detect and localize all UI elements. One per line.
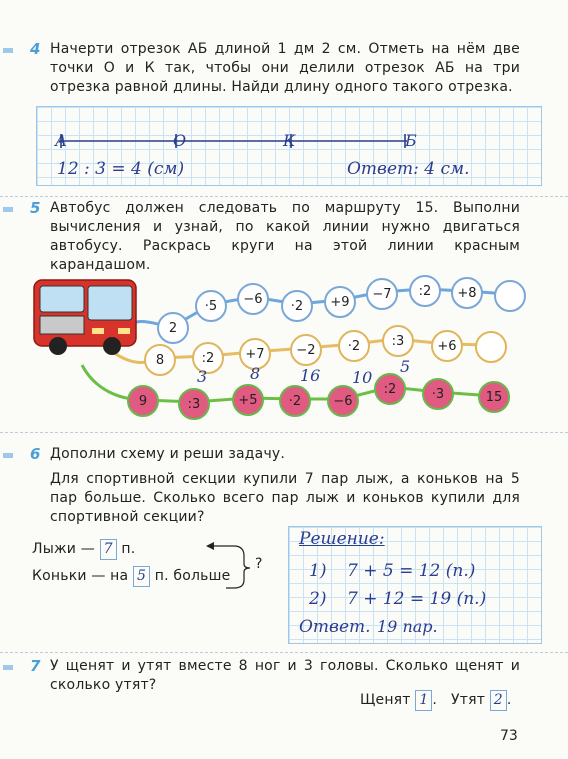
step-1: 7 + 5 = 12 (п.) [347, 561, 476, 581]
solution-title: Решение: [299, 529, 385, 549]
ducklings-label: Утят [451, 692, 486, 708]
point-k-label: К [283, 131, 296, 150]
step-2: 7 + 12 = 19 (п.) [347, 589, 487, 609]
task-6-text: Для спортивной секции купили 7 пар лыж, а коньков на 5 пар больше. Сколько всего пар лыж и коньков купили для спортивной секции? [50, 471, 520, 525]
scheme-question-mark: ? [255, 556, 263, 572]
task-7-text: У щенят и утят вместе 8 ног и 3 головы. Сколько щенят и сколько утят? [50, 658, 520, 693]
task-4-number: 4 [30, 40, 41, 58]
point-b-label: Б [405, 131, 417, 150]
solution-grid [288, 526, 542, 644]
route-circle-blue: +9 [324, 286, 356, 318]
task-marker [3, 665, 13, 670]
green-written-result: 10 [352, 368, 373, 387]
green-written-result: 16 [300, 366, 321, 385]
divider [0, 432, 568, 434]
route-circle-green: 15 [478, 381, 510, 413]
route-circle-blue: −6 [237, 283, 269, 315]
skates-unit: п. больше [154, 568, 231, 584]
route-circle-blue: 2 [157, 312, 189, 344]
point-o-label: О [173, 131, 187, 150]
skates-row [32, 566, 230, 587]
task-4-grid [36, 106, 542, 186]
skis-row [32, 539, 135, 560]
skis-label: Лыжи — [32, 541, 95, 557]
task-marker [3, 48, 13, 53]
route-circle-orange: −2 [290, 334, 322, 366]
answer-label: Ответ. [299, 617, 371, 637]
route-circle-orange: +7 [239, 338, 271, 370]
route-circle-blue: ·5 [195, 290, 227, 322]
task-5-text: Автобус должен следовать по маршруту 15. Выполни вычисления и узнай, по какой линии нужно двигаться автобусу. Раскрась круги на этой линии красным карандашом. [50, 200, 520, 273]
route-circle-blue [494, 280, 526, 312]
divider [0, 196, 568, 198]
ducklings-value-box: 2 [490, 690, 507, 711]
page-number: 73 [500, 728, 518, 744]
route-circle-green: :2 [374, 373, 406, 405]
task-marker [3, 453, 13, 458]
route-circle-orange: :2 [192, 342, 224, 374]
route-circle-green: ·2 [279, 385, 311, 417]
route-circle-green: 9 [127, 385, 159, 417]
skis-value-box: 7 [100, 539, 117, 560]
puppies-label: Щенят [360, 692, 411, 708]
route-circle-orange: ·2 [338, 330, 370, 362]
route-circle-green: ·3 [422, 378, 454, 410]
route-circle-blue: :2 [409, 275, 441, 307]
task-5-number: 5 [30, 199, 41, 217]
step-1-number: 1) [309, 561, 327, 581]
task-6-number: 6 [30, 445, 41, 463]
task-6-answer: 19 пар. [377, 617, 438, 636]
route-circle-blue: ·2 [281, 290, 313, 322]
task-4-text: Начерти отрезок АБ длиной 1 дм 2 см. Отметь на нём две точки О и К так, чтобы они делили отрезок АБ на три отрезка равной длины. Найди длину одного такого отрезка. [50, 41, 520, 95]
task-marker [3, 207, 13, 212]
point-a-label: А [55, 131, 68, 150]
bus-icon [32, 278, 140, 358]
skates-value-box: 5 [133, 566, 150, 587]
route-circle-green: :3 [178, 388, 210, 420]
divider [0, 652, 568, 654]
task-4-calculation: 12 : 3 = 4 (см) [57, 159, 185, 179]
route-circle-orange: 8 [144, 344, 176, 376]
task-4-answer: Ответ: 4 см. [347, 159, 470, 179]
route-circle-green: −6 [327, 385, 359, 417]
step-2-number: 2) [309, 589, 327, 609]
skis-unit: п. [121, 541, 136, 557]
task-6-title: Дополни схему и реши задачу. [50, 446, 286, 462]
green-written-result: 8 [250, 364, 261, 383]
route-circle-green: +5 [232, 384, 264, 416]
route-circle-orange: :3 [382, 325, 414, 357]
route-circle-orange: +6 [431, 330, 463, 362]
route-circle-blue: −7 [366, 278, 398, 310]
skates-label: Коньки — на [32, 568, 129, 584]
puppies-value-box: 1 [415, 690, 432, 711]
task-7-number: 7 [30, 657, 41, 675]
green-written-result: 3 [197, 367, 208, 386]
green-written-result: 5 [400, 357, 411, 376]
task-7-answers: Щенят 1 . Утят 2 . [360, 690, 512, 711]
route-circle-orange [475, 331, 507, 363]
bus-image [32, 278, 140, 356]
route-circle-blue: +8 [451, 277, 483, 309]
